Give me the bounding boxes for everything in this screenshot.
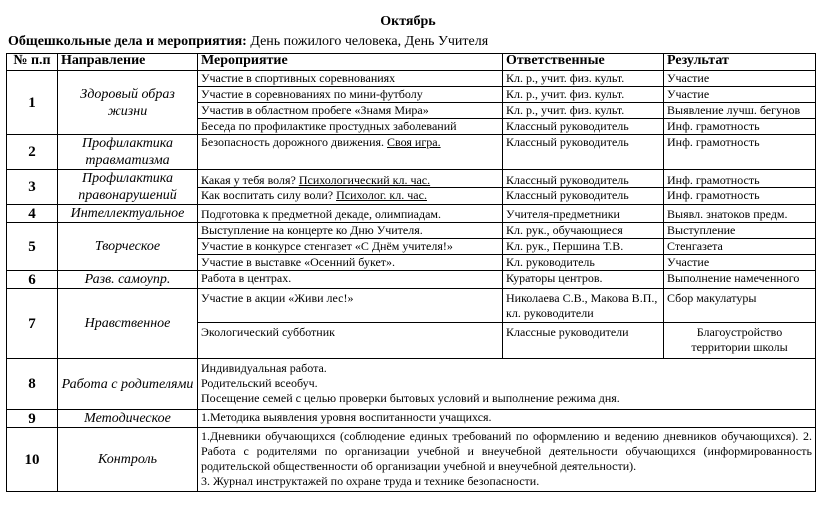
table-row	[7, 271, 816, 289]
event-cell	[198, 135, 503, 170]
table-row	[7, 223, 816, 239]
table-row	[7, 71, 816, 87]
event-text: Как воспитать силу воли?	[201, 187, 337, 202]
event-cell: Экологический субботник	[198, 323, 503, 359]
result-cell: Сбор макулатуры	[664, 289, 816, 323]
table-row	[7, 289, 816, 323]
row-direction: Здоровый образ жизни	[58, 71, 198, 135]
table-row	[7, 170, 816, 188]
result-cell: Инф. грамотность	[664, 187, 816, 205]
event-cell: Участие в конкурсе стенгазет «С Днём учителя!»	[198, 239, 503, 255]
event-cell	[198, 187, 503, 205]
event-cell: Участие в спортивных соревнованиях	[198, 71, 503, 87]
event-cell	[198, 428, 816, 492]
event-cell	[198, 170, 503, 188]
event-cell: Участив в областном пробеге «Знамя Мира»	[198, 103, 503, 119]
row-number: 6	[7, 271, 58, 289]
responsible-cell: Кл. р., учит. физ. культ.	[503, 71, 664, 87]
page-title: Октябрь	[380, 14, 436, 29]
row-direction: Творческое	[58, 223, 198, 271]
row-direction: Методическое	[58, 410, 198, 428]
event-link: Своя игра.	[387, 135, 441, 149]
row-number: 10	[7, 428, 58, 492]
responsible-cell: Кл. рук., Першина Т.В.	[503, 239, 664, 255]
event-link: Психолог. кл. час.	[336, 187, 427, 202]
event-cell: 1.Методика выявления уровня воспитанности учащихся.	[198, 410, 816, 428]
table-row	[7, 135, 816, 170]
col-header-direction: Направление	[58, 54, 198, 71]
row-direction: Разв. самоупр.	[58, 271, 198, 289]
row-number: 4	[7, 205, 58, 223]
row-number: 2	[7, 135, 58, 170]
plan-table	[6, 53, 816, 492]
row-number: 1	[7, 71, 58, 135]
subtitle-label: Общешкольные дела и мероприятия:	[8, 34, 247, 49]
responsible-cell: Классный руководитель	[503, 187, 664, 205]
event-cell: Участие в акции «Живи лес!»	[198, 289, 503, 323]
event-cell: Участие в соревнованиях по мини-футболу	[198, 87, 503, 103]
row-number: 8	[7, 359, 58, 410]
row-direction: Работа с родителями	[58, 359, 198, 410]
responsible-cell: Кураторы центров.	[503, 271, 664, 289]
table-row	[7, 205, 816, 223]
result-cell: Стенгазета	[664, 239, 816, 255]
responsible-cell: Классный руководитель	[503, 119, 664, 135]
result-cell: Инф. грамотность	[664, 135, 816, 170]
event-line: Родительский всеобуч.	[201, 376, 318, 390]
row-direction: Контроль	[58, 428, 198, 492]
responsible-cell: Кл. р., учит. физ. культ.	[503, 87, 664, 103]
row-direction: Профилактика травматизма	[58, 135, 198, 170]
result-cell: Выполнение намеченного	[664, 271, 816, 289]
row-direction: Интеллектуальное	[58, 205, 198, 223]
result-cell: Участие	[664, 71, 816, 87]
event-cell	[198, 359, 816, 410]
row-number: 5	[7, 223, 58, 271]
control-text: 1.Дневники обучающихся (соблюдение единых требований по оформлению и ведению дневников обучающихся). 2. Работа с родителями по организации учебной и внеучебной деятельности обучающихся (информированность родительской общественности об организации учебной и внеучебной деятельности).	[201, 429, 812, 473]
table-row	[7, 359, 816, 410]
responsible-cell: Классный руководитель	[503, 170, 664, 188]
result-cell: Участие	[664, 255, 816, 271]
col-header-event: Мероприятие	[198, 54, 503, 71]
event-line: Индивидуальная работа.	[201, 361, 327, 375]
page-subtitle	[8, 34, 488, 50]
responsible-cell: Кл. р., учит. физ. культ.	[503, 103, 664, 119]
row-number: 3	[7, 170, 58, 205]
event-link: Психологический кл. час.	[298, 172, 431, 187]
row-number: 7	[7, 289, 58, 359]
event-cell: Участие в выставке «Осенний букет».	[198, 255, 503, 271]
table-row	[7, 428, 816, 492]
result-cell: Инф. грамотность	[664, 119, 816, 135]
control-text-2: 3. Журнал инструктажей по охране труда и технике безопасности.	[201, 474, 540, 488]
event-cell: Выступление на концерте ко Дню Учителя.	[198, 223, 503, 239]
event-line: Посещение семей с целью проверки бытовых условий и выполнение режима дня.	[201, 391, 620, 405]
event-text: Безопасность дорожного движения.	[201, 135, 388, 149]
result-cell: Выступление	[664, 223, 816, 239]
row-direction: Нравственное	[58, 289, 198, 359]
responsible-cell: Учителя-предметники	[503, 205, 664, 223]
responsible-cell: Кл. руководитель	[503, 255, 664, 271]
event-cell: Работа в центрах.	[198, 271, 503, 289]
subtitle-text: День пожилого человека, День Учителя	[246, 34, 489, 49]
responsible-cell: Николаева С.В., Макова В.П., кл. руководители	[503, 289, 664, 323]
result-cell: Участие	[664, 87, 816, 103]
result-cell: Выявление лучш. бегунов	[664, 103, 816, 119]
result-cell: Благоустройство территории школы	[664, 323, 816, 359]
responsible-cell: Кл. рук., обучающиеся	[503, 223, 664, 239]
row-number: 9	[7, 410, 58, 428]
responsible-cell: Классный руководитель	[503, 135, 664, 170]
row-direction: Профилактика правонарушений	[58, 170, 198, 205]
event-cell: Беседа по профилактике простудных заболеваний	[198, 119, 503, 135]
col-header-responsible: Ответственные	[503, 54, 664, 71]
col-header-num: № п.п	[7, 54, 58, 71]
table-header-row	[7, 54, 816, 71]
event-text: Какая у тебя воля?	[201, 172, 299, 187]
result-cell: Выявл. знатоков предм.	[664, 205, 816, 223]
table-row	[7, 410, 816, 428]
col-header-result: Результат	[664, 54, 816, 71]
event-cell: Подготовка к предметной декаде, олимпиадам.	[198, 205, 503, 223]
result-cell: Инф. грамотность	[664, 170, 816, 188]
responsible-cell: Классные руководители	[503, 323, 664, 359]
